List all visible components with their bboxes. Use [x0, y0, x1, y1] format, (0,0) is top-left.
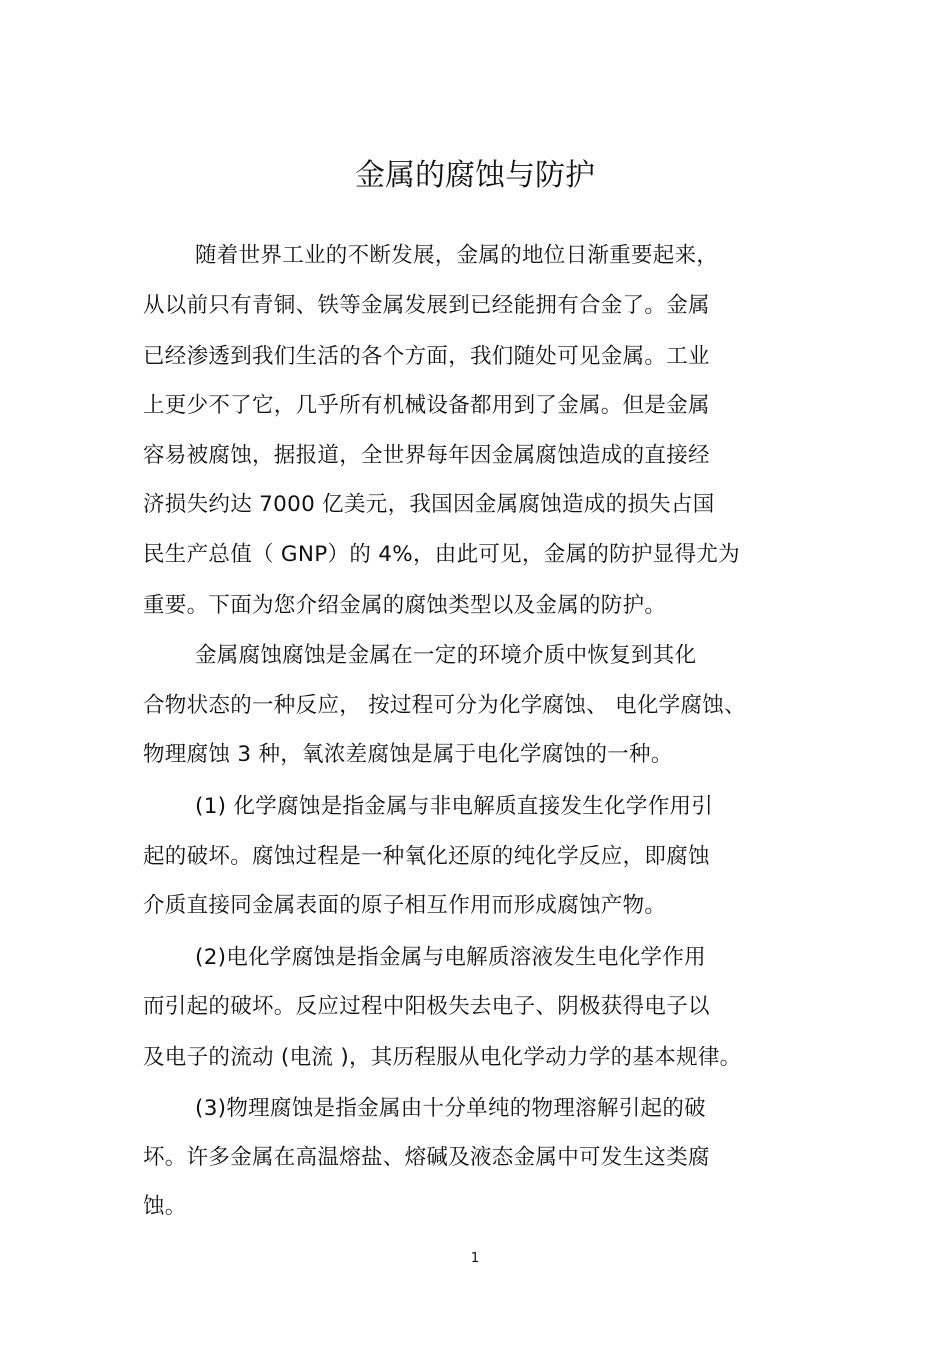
text-line: 合物状态的一种反应， 按过程可分为化学腐蚀、 电化学腐蚀、 — [143, 693, 746, 718]
text-line: 上更少不了它，几乎所有机械设备都用到了金属。但是金属 — [143, 393, 710, 418]
text-line: 容易被腐蚀，据报道，全世界每年因金属腐蚀造成的直接经 — [143, 443, 710, 468]
text-line: 济损失约达 7000 亿美元，我国因金属腐蚀造成的损失占国 — [143, 492, 715, 517]
text-line: (2)电化学腐蚀是指金属与电解质溶液发生电化学作用 — [195, 945, 706, 970]
text-line: 坏。许多金属在高温熔盐、熔碱及液态金属中可发生这类腐 — [143, 1145, 710, 1170]
text-line: 金属腐蚀腐蚀是金属在一定的环境介质中恢复到其化 — [195, 643, 697, 668]
text-line: 已经渗透到我们生活的各个方面，我们随处可见金属。工业 — [143, 344, 710, 369]
text-line: 重要。下面为您介绍金属的腐蚀类型以及金属的防护。 — [143, 593, 667, 618]
text-line: (1) 化学腐蚀是指金属与非电解质直接发生化学作用引 — [195, 794, 714, 819]
text-line: 及电子的流动 (电流 )，其历程服从电化学动力学的基本规律。 — [143, 1045, 742, 1070]
text-line: 随着世界工业的不断发展，金属的地位日渐重要起来， — [195, 243, 719, 268]
text-line: 介质直接同金属表面的原子相互作用而形成腐蚀产物。 — [143, 893, 667, 918]
page-number: 1 — [470, 1251, 480, 1266]
text-line: 蚀。 — [143, 1194, 187, 1219]
text-line: 民生产总值（ GNP）的 4%，由此可见，金属的防护显得尤为 — [143, 542, 740, 567]
text-line: 起的破坏。腐蚀过程是一种氧化还原的纯化学反应，即腐蚀 — [143, 844, 710, 869]
text-line: (3)物理腐蚀是指金属由十分单纯的物理溶解引起的破 — [195, 1096, 706, 1121]
text-line: 而引起的破坏。反应过程中阳极失去电子、阴极获得电子以 — [143, 994, 710, 1019]
page-title: 金属的腐蚀与防护 — [355, 158, 595, 193]
text-line: 物理腐蚀 3 种，氧浓差腐蚀是属于电化学腐蚀的一种。 — [143, 742, 673, 767]
text-line: 从以前只有青铜、铁等金属发展到已经能拥有合金了。金属 — [143, 293, 710, 318]
